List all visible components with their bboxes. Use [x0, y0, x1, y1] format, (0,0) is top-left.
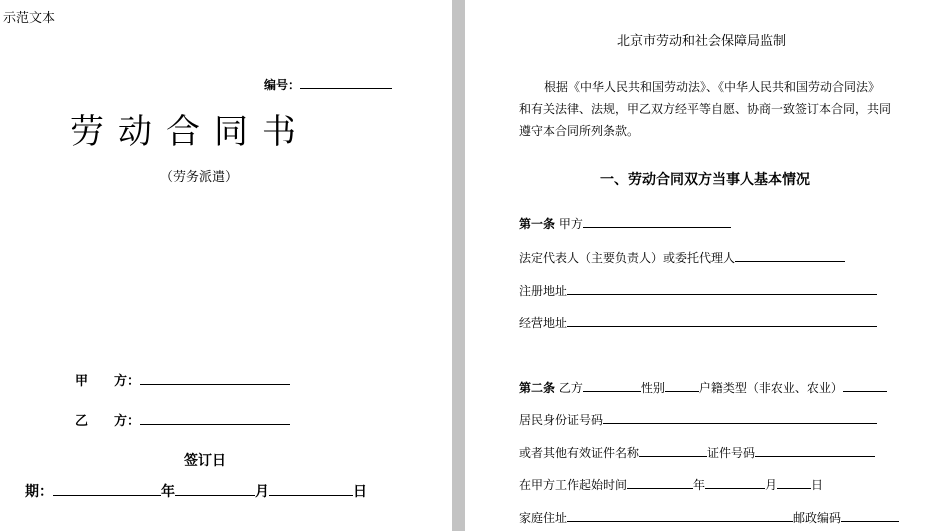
party-b-label: 乙 方： — [75, 414, 141, 429]
section-1-title: 一、劳动合同双方当事人基本情况 — [600, 172, 810, 188]
id-number-row — [519, 411, 877, 428]
sample-text-label: 示范文本 — [3, 11, 56, 26]
legal-rep-label: 法定代表人（主要负责人）或委托代理人 — [519, 251, 736, 265]
sign-date-field — [25, 481, 367, 501]
preamble-line-3: 遵守本合同所列条款。 — [519, 124, 640, 138]
year-label: 年 — [161, 484, 175, 500]
left-page — [0, 0, 452, 531]
sign-day-blank[interactable] — [269, 483, 353, 496]
biz-address-blank[interactable] — [567, 314, 877, 327]
party-a-label: 甲 方： — [75, 374, 141, 389]
home-address-label: 家庭住址 — [519, 511, 568, 525]
day-label: 日 — [353, 484, 367, 500]
id-number-blank[interactable] — [603, 411, 877, 424]
party-b-label: 乙方 — [558, 381, 583, 395]
document-subtitle: （劳务派遣） — [160, 170, 239, 185]
legal-rep-blank[interactable] — [735, 249, 845, 262]
sign-date-heading: 签订日 — [184, 453, 226, 469]
id-number-label: 居民身份证号码 — [519, 413, 604, 427]
other-id-row — [519, 444, 875, 461]
page-divider — [452, 0, 465, 531]
id-no-blank[interactable] — [755, 444, 875, 457]
gender-blank[interactable] — [665, 379, 699, 392]
household-type-label: 户籍类型（非农业、农业） — [698, 381, 843, 395]
party-a-blank[interactable] — [140, 372, 290, 385]
serial-number-field — [264, 76, 392, 93]
start-time-label: 在甲方工作起始时间 — [519, 478, 628, 492]
reg-address-row — [519, 282, 877, 299]
start-time-row — [519, 476, 823, 493]
party-a-label: 甲方 — [558, 217, 583, 231]
sign-month-blank[interactable] — [175, 483, 255, 496]
serial-number-blank[interactable] — [300, 76, 392, 89]
biz-address-label: 经营地址 — [519, 316, 568, 330]
party-b-blank[interactable] — [140, 412, 290, 425]
article-1-row — [519, 215, 731, 232]
home-address-row — [519, 509, 899, 526]
document-title: 劳动合同书 — [70, 112, 310, 152]
supervisor-line: 北京市劳动和社会保障局监制 — [617, 34, 787, 49]
reg-address-blank[interactable] — [567, 282, 877, 295]
home-address-blank[interactable] — [567, 509, 793, 522]
month-label: 月 — [255, 484, 269, 500]
start-year-blank[interactable] — [627, 476, 693, 489]
party-b-field — [75, 410, 290, 429]
other-id-name-label: 或者其他有效证件名称 — [519, 446, 640, 460]
sign-year-blank[interactable] — [53, 483, 161, 496]
postcode-label: 邮政编码 — [793, 511, 842, 525]
start-day-blank[interactable] — [777, 476, 811, 489]
reg-address-label: 注册地址 — [519, 284, 568, 298]
article-1-label: 第一条 — [519, 217, 556, 231]
start-month-label: 月 — [765, 478, 778, 492]
start-year-label: 年 — [693, 478, 706, 492]
right-page — [465, 0, 933, 531]
party-a-name-blank[interactable] — [583, 215, 731, 228]
start-month-blank[interactable] — [705, 476, 765, 489]
preamble-line-1: 根据《中华人民共和国劳动法》、《中华人民共和国劳动合同法》 — [544, 80, 881, 94]
party-b-name-blank[interactable] — [583, 379, 641, 392]
start-day-label: 日 — [811, 478, 824, 492]
gender-label: 性别 — [640, 381, 665, 395]
article-2-label: 第二条 — [519, 381, 556, 395]
serial-number-label: 编号： — [264, 78, 301, 92]
article-2-row — [519, 379, 887, 396]
biz-address-row — [519, 314, 877, 331]
date-prefix: 期： — [25, 484, 53, 500]
other-id-name-blank[interactable] — [639, 444, 707, 457]
postcode-blank[interactable] — [841, 509, 899, 522]
preamble-line-2: 和有关法律、法规，甲乙双方经平等自愿、协商一致签订本合同，共同 — [519, 102, 892, 116]
household-type-blank[interactable] — [843, 379, 887, 392]
party-a-field — [75, 370, 290, 389]
legal-rep-row — [519, 249, 845, 266]
id-no-label: 证件号码 — [707, 446, 756, 460]
